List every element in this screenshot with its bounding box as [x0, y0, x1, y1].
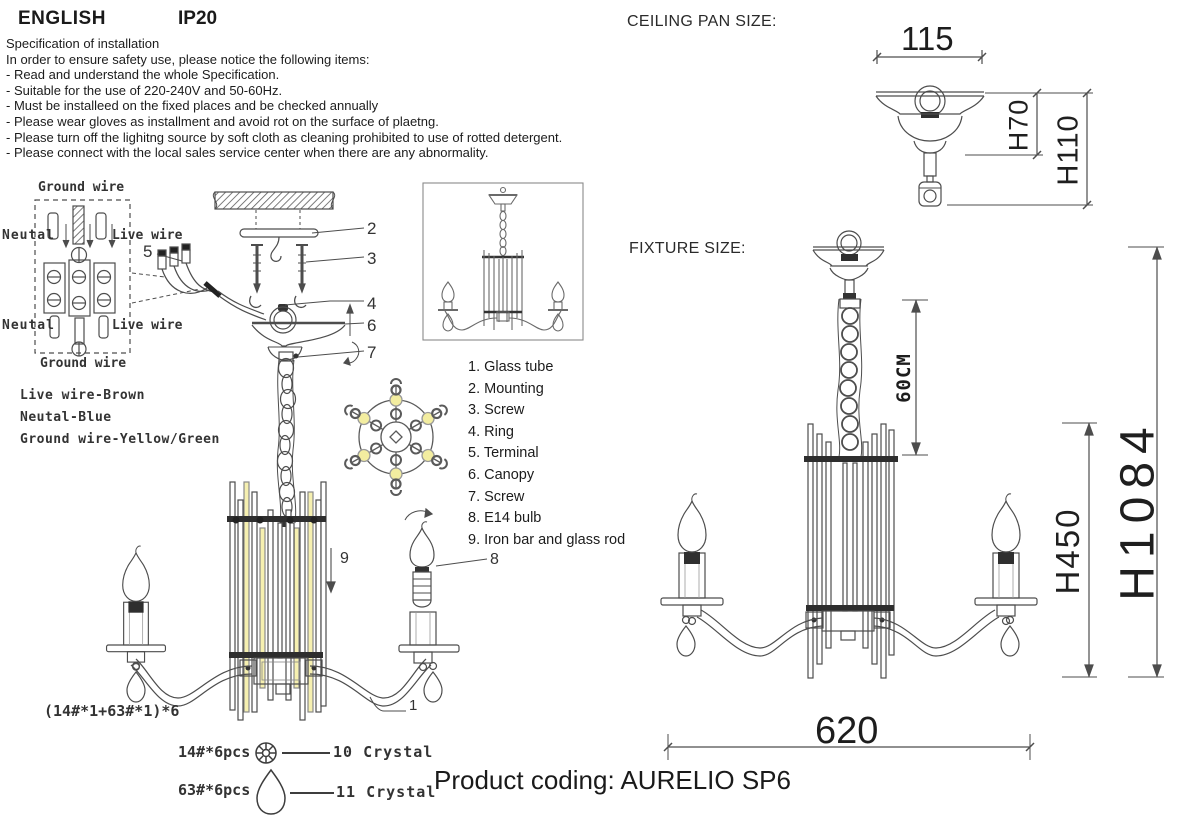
callout-3: 3 [367, 249, 377, 268]
crystal-row1-name: 10 Crystal [333, 743, 434, 761]
parts-list-item: 9. Iron bar and glass rod [468, 531, 626, 548]
ceiling-pan-size-label: CEILING PAN SIZE: [627, 13, 777, 30]
wiring-legend-live: Live wire-Brown [20, 388, 145, 403]
spec-item: - Please connect with the local sales service center when there are any abnormality. [6, 145, 489, 161]
crystal-formula: (14#*1+63#*1)*6 [44, 702, 180, 720]
spec-item: - Please wear gloves as installment and avoid rot on the surface of plaetng. [6, 113, 439, 129]
crystal-legend-art [256, 743, 334, 814]
dim-h70: H70 [1003, 98, 1034, 152]
language-title: ENGLISH [18, 8, 106, 29]
callout-2: 2 [367, 219, 377, 238]
wiring-legend-ground: Ground wire-Yellow/Green [20, 432, 220, 447]
wiring-ground-bottom-label: Ground wire [40, 356, 127, 371]
dim-115: 115 [901, 20, 954, 57]
callout-9: 9 [340, 550, 349, 567]
parts-list-item: 6. Canopy [468, 466, 535, 483]
parts-list-item: 2. Mounting [468, 380, 544, 397]
crystal-row2-name: 11 Crystal [336, 783, 437, 801]
parts-list-item: 3. Screw [468, 402, 525, 419]
parts-list [468, 357, 625, 551]
parts-list-item: 5. Terminal [468, 445, 539, 462]
crystal-row2-qty: 63#*6pcs [178, 781, 251, 799]
parts-list-item: 1. Glass tube [468, 359, 554, 375]
ceiling-mount-art [213, 192, 364, 307]
dim-h1084: H1084 [1111, 419, 1165, 601]
wiring-live-top-label: Live wire [112, 228, 183, 243]
wiring-live-bottom-label: Live wire [112, 318, 183, 333]
spec-item: - Must be installeed on the fixed places and be checked annually [6, 98, 379, 114]
plan-view-art [343, 379, 449, 495]
dim-h110: H110 [1052, 114, 1085, 186]
parts-list-item: 7. Screw [468, 488, 525, 505]
dim-620: 620 [815, 710, 879, 752]
callout-7: 7 [367, 343, 377, 362]
spec-item: - Please turn off the lighitng source by soft cloth as cleaning prohibited to use of rotted detergent. [6, 129, 563, 145]
parts-list-item: 8. E14 bulb [468, 510, 542, 527]
spec-title: Specification of installation [6, 36, 160, 51]
fixture-art [661, 231, 1164, 760]
wiring-neutral-bottom-label: Neutal [2, 318, 55, 333]
inset-chandelier-art [423, 183, 583, 340]
wiring-neutral-top-label: Neutal [2, 228, 55, 243]
spec-item: - Suitable for the use of 220-240V and 50-60Hz. [6, 82, 283, 98]
wiring-ground-top-label: Ground wire [38, 180, 125, 195]
callout-4: 4 [367, 294, 377, 313]
wiring-legend-neutral: Neutal-Blue [20, 410, 112, 425]
dim-60cm: 60CM [893, 353, 915, 403]
callout-1: 1 [409, 697, 418, 714]
callout-8: 8 [490, 551, 499, 568]
product-coding: Product coding: AURELIO SP6 [434, 765, 791, 795]
dim-h450: H450 [1049, 507, 1086, 595]
parts-list-item: 4. Ring [468, 423, 514, 440]
ip-rating: IP20 [178, 8, 218, 29]
spec-intro: In order to ensure safety use, please notice the following items: [6, 51, 370, 67]
main-chandelier-art [107, 482, 487, 720]
spec-item: - Read and understand the whole Specification. [6, 67, 280, 83]
crystal-row1-qty: 14#*6pcs [178, 743, 251, 761]
fixture-size-label: FIXTURE SIZE: [629, 240, 746, 257]
callout-6: 6 [367, 316, 377, 335]
installation-spec [6, 36, 562, 161]
callout-5: 5 [143, 242, 153, 261]
